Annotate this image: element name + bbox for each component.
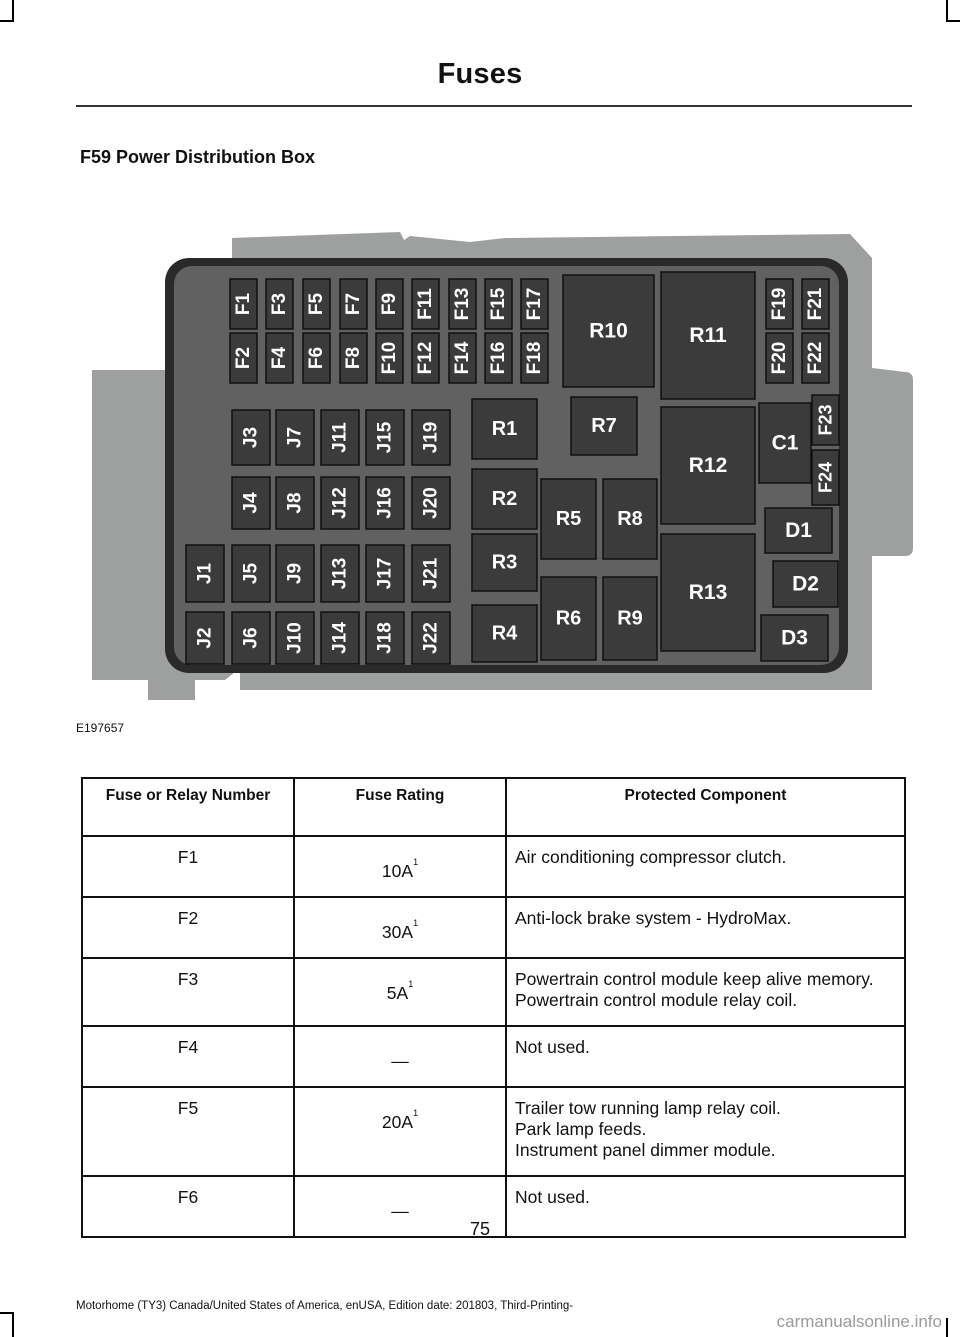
slot-label: J14 (329, 622, 351, 654)
slot-label: J8 (284, 492, 306, 514)
slot-label: F8 (343, 346, 364, 370)
column-header: Fuse Rating (294, 778, 506, 836)
slot-label: R12 (688, 454, 728, 477)
slot-label: J2 (194, 627, 216, 649)
slot-label: F14 (452, 341, 473, 375)
slot-label: J21 (420, 557, 442, 590)
slot-label: F13 (452, 287, 473, 321)
fuse-rating (391, 1044, 409, 1072)
slot-label: F10 (379, 341, 400, 375)
protected-component (506, 1087, 905, 1176)
rating-value: — (391, 1201, 409, 1221)
crop-mark (946, 1318, 948, 1337)
slot-label: J5 (240, 562, 262, 585)
slot-label: F16 (488, 341, 509, 375)
component-line: Air conditioning compressor clutch. (515, 847, 787, 867)
slot-label: F17 (524, 287, 545, 321)
slot-label: R1 (491, 418, 518, 440)
protected-component (506, 958, 905, 1026)
fuse-number: F6 (82, 1176, 294, 1237)
slot-label: F11 (415, 288, 436, 320)
slot-label: R11 (689, 324, 727, 347)
component-line: Trailer tow running lamp relay coil. (515, 1098, 781, 1118)
slot-label: F9 (379, 292, 400, 316)
rating-value: 10A (381, 861, 414, 881)
slot-label: F5 (306, 292, 327, 316)
page-title: Fuses (437, 58, 523, 90)
component-line: Not used. (515, 1187, 590, 1207)
slot-label: J9 (284, 562, 306, 585)
protected-component (506, 836, 905, 897)
slot-label: J18 (374, 622, 396, 654)
page-number: 75 (469, 1219, 491, 1239)
column-header: Fuse or Relay Number (82, 778, 294, 836)
component-line: Not used. (515, 1037, 590, 1057)
table-row (82, 897, 905, 958)
slot-label: F23 (815, 404, 836, 436)
slot-label: F7 (343, 292, 364, 316)
footnote-marker: 1 (413, 857, 419, 867)
footer-text: Motorhome (TY3) Canada/United States of America, enUSA, Edition date: 201803, Third-Printing- (76, 1300, 574, 1312)
slot-label: F21 (805, 287, 826, 321)
fuse-rating-cell (294, 1087, 506, 1176)
slot-label: C1 (771, 431, 799, 455)
fuse-rating (391, 1194, 409, 1222)
figure-id: E197657 (76, 721, 125, 735)
slot-label: F2 (233, 346, 254, 370)
fuse-rating-cell (294, 836, 506, 897)
rating-value: 20A (381, 1112, 414, 1132)
rating-value: 5A (386, 983, 409, 1003)
table-row (82, 1026, 905, 1087)
section-title: F59 Power Distribution Box (80, 147, 316, 167)
slot-label: J6 (240, 627, 262, 649)
rating-value: 30A (381, 922, 414, 942)
footnote-marker: 1 (413, 918, 419, 928)
slot-label: J13 (329, 557, 351, 590)
slot-label: F3 (269, 292, 290, 316)
slot-label: J17 (374, 557, 396, 590)
fuse-rating-cell (294, 897, 506, 958)
component-line: Instrument panel dimmer module. (515, 1140, 776, 1160)
protected-component (506, 897, 905, 958)
rating-value: — (391, 1051, 409, 1071)
slot-label: D2 (792, 572, 819, 596)
slot-label: R13 (688, 581, 728, 604)
fuse-number: F1 (82, 836, 294, 897)
slot-label: R7 (591, 415, 617, 437)
component-line: Park lamp feeds. (515, 1119, 647, 1139)
table-header-row (82, 778, 905, 836)
fuse-rating (387, 976, 413, 1004)
slot-label: J20 (420, 487, 442, 519)
slot-label: J12 (329, 487, 351, 519)
footnote-marker: 1 (408, 979, 414, 989)
slot-label: F1 (233, 292, 254, 316)
fuse-rating (382, 854, 418, 882)
slot-label: J19 (420, 421, 442, 454)
component-line: Powertrain control module relay coil. (515, 990, 798, 1010)
fuse-rating-cell (294, 1026, 506, 1087)
fuse-table (81, 777, 906, 1238)
fuse-rating (382, 915, 418, 943)
crop-mark (12, 1312, 14, 1337)
slot-label: J7 (284, 426, 306, 449)
component-line: Powertrain control module keep alive memory. (515, 969, 874, 989)
slot-label: F12 (415, 341, 436, 375)
fuse-number: F5 (82, 1087, 294, 1176)
fuse-number: F3 (82, 958, 294, 1026)
component-line: Anti-lock brake system - HydroMax. (515, 908, 792, 928)
slot-label: F15 (488, 287, 509, 321)
slot-label: J3 (240, 426, 262, 449)
fuse-number: F4 (82, 1026, 294, 1087)
slot-label: R4 (491, 622, 518, 645)
fuse-rating-cell (294, 958, 506, 1026)
slot-label: R9 (617, 607, 643, 630)
footnote-marker: 1 (413, 1108, 419, 1118)
slot-label: J16 (374, 487, 396, 519)
slot-label: F6 (306, 346, 327, 370)
slot-label: R2 (491, 488, 518, 510)
slot-label: R3 (491, 551, 518, 574)
watermark: carmanualsonline.info (776, 1312, 942, 1331)
slot-label: R5 (555, 508, 582, 530)
slot-label: F4 (269, 346, 290, 370)
slot-label: R10 (589, 319, 628, 343)
slot-label: J4 (240, 492, 262, 514)
fuse-number: F2 (82, 897, 294, 958)
slot-label: J10 (284, 622, 306, 654)
slot-label: J22 (420, 622, 442, 654)
slot-label: F22 (805, 341, 826, 375)
slot-label: D3 (781, 626, 808, 650)
slot-label: J11 (329, 422, 351, 453)
fuse-rating (382, 1105, 418, 1133)
slot-label: D1 (785, 519, 812, 542)
slot-label: F18 (524, 341, 545, 375)
slot-label: R8 (617, 508, 643, 530)
column-header: Protected Component (506, 778, 905, 836)
table-row (82, 1087, 905, 1176)
slot-label: F20 (769, 341, 790, 375)
protected-component (506, 1026, 905, 1087)
crop-mark (0, 1312, 14, 1314)
slot-label: F19 (769, 287, 790, 321)
table-row (82, 958, 905, 1026)
slot-label: R6 (555, 607, 582, 630)
slot-label: J1 (194, 562, 216, 585)
slot-label: F24 (815, 461, 836, 494)
slot-label: J15 (374, 421, 396, 454)
table-row (82, 836, 905, 897)
